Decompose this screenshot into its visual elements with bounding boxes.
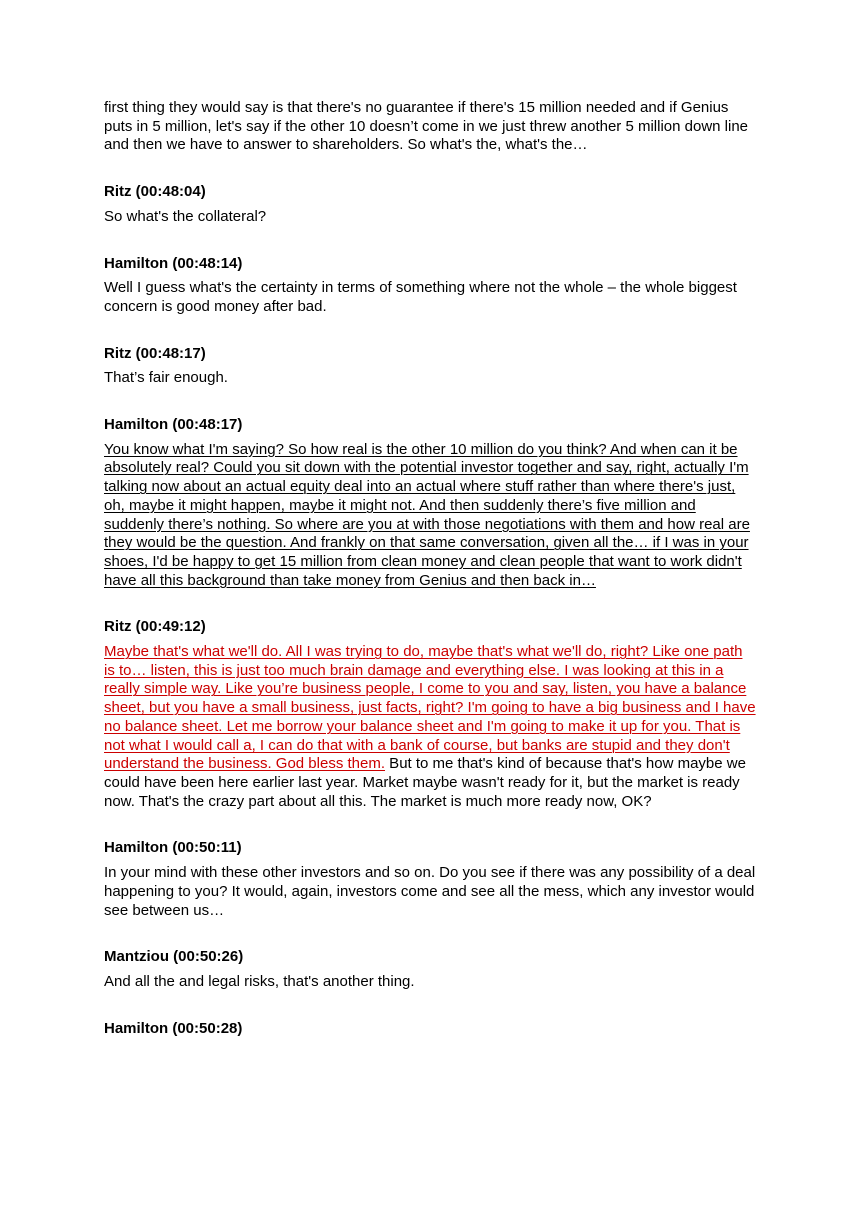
speaker-timestamp: 00:50:11	[177, 839, 237, 857]
speaker-heading: Mantziou (00:50:26)	[104, 948, 244, 966]
transcript-block	[104, 255, 756, 317]
speaker-name: Mantziou	[104, 948, 169, 966]
utterance-segment-plain: In your mind with these other investors and so on. Do you see if there was any possibility of a deal happening to you? It would, again, investors come and see all the mess, which any investor would see between us…	[104, 864, 756, 919]
speaker-heading: Hamilton (00:48:14)	[104, 254, 243, 272]
speaker-heading: Hamilton (00:50:11)	[104, 839, 242, 857]
speaker-timestamp: 00:48:17	[140, 344, 201, 362]
speaker-name: Hamilton	[104, 1019, 169, 1037]
speaker-name: Hamilton	[104, 416, 169, 434]
utterance-paragraph	[104, 208, 756, 227]
transcript-block	[104, 948, 756, 991]
speaker-timestamp: 00:50:26	[178, 948, 239, 966]
transcript-block	[104, 345, 756, 388]
utterance-segment-underline: You know what I'm saying? So how real is the other 10 million do you think? And when can it be absolutely real? Could you sit down with the potential investor together and say, right, actually I'm talking now about an actual equity deal into an actual where stuff rather than where there's just, oh, maybe it might happen, maybe it might not. And then suddenly there’s five million and suddenly there’s nothing. So where are you at with those negotiations with them and how real are they would be the question. And frankly on that same conversation, given all the… if I was in your shoes, I'd be happy to get 15 million from clean money and clean people that want to work didn't have all this background than take money from Genius and then back in…	[104, 440, 750, 589]
speaker-timestamp: 00:48:14	[177, 254, 238, 272]
speaker-heading: Ritz (00:49:12)	[104, 618, 206, 636]
transcript-block	[104, 839, 756, 920]
utterance-segment-plain: Well I guess what's the certainty in terms of something where not the whole – the whole biggest concern is good money after bad.	[104, 279, 737, 315]
utterance-paragraph	[104, 279, 756, 316]
utterance-paragraph	[104, 864, 756, 920]
transcript-block	[104, 1020, 756, 1039]
utterance-segment-plain: And all the and legal risks, that's another thing.	[104, 972, 415, 990]
utterance-paragraph	[104, 973, 756, 992]
utterance-segment-plain: But to me that's kind of because that's how maybe we could have been here earlier last year. Market maybe wasn't ready for it, but the market is ready now. That's the crazy part about all this. The market is much more ready now, OK?	[104, 755, 746, 810]
utterance-segment-plain: So what's the collateral?	[104, 207, 267, 225]
speaker-name: Hamilton	[104, 254, 169, 272]
speaker-timestamp: 00:48:04	[140, 183, 201, 201]
speaker-timestamp: 00:50:28	[177, 1019, 238, 1037]
speaker-name: Ritz	[104, 618, 132, 636]
speaker-timestamp: 00:49:12	[140, 618, 201, 636]
utterance-paragraph	[104, 643, 756, 811]
transcript-block	[104, 183, 756, 226]
speaker-timestamp: 00:48:17	[177, 416, 238, 434]
utterance-segment-plain: That’s fair enough.	[104, 369, 228, 387]
utterance-paragraph	[104, 369, 756, 388]
transcript-block	[104, 618, 756, 811]
speaker-heading: Hamilton (00:48:17)	[104, 416, 243, 434]
utterance-paragraph	[104, 99, 756, 155]
speaker-name: Ritz	[104, 183, 132, 201]
speaker-heading: Hamilton (00:50:28)	[104, 1019, 243, 1037]
speaker-name: Ritz	[104, 344, 132, 362]
utterance-segment-plain: first thing they would say is that there's no guarantee if there's 15 million needed and if Genius puts in 5 million, let's say if the other 10 doesn’t come in we just threw another 5 million down line and then we have to answer to shareholders. So what's the, what's the…	[104, 99, 749, 154]
utterance-segment-red-underline: Maybe that's what we'll do. All I was trying to do, maybe that's what we'll do, right? Like one path is to… listen, this is just too much brain damage and everything else. I was looking at this in a really simple way. Like you’re business people, I come to you and say, listen, you have a balance sheet, but you have a small business, just facts, right? I'm going to have a big business and I have no balance sheet. Let me borrow your balance sheet and I'm going to make it up for you. That is not what I would call a, I can do that with a bank of course, but banks are stupid and they don't understand the business. God bless them.	[104, 643, 756, 773]
transcript-block	[104, 99, 756, 155]
speaker-heading: Ritz (00:48:04)	[104, 183, 206, 201]
speaker-name: Hamilton	[104, 839, 169, 857]
transcript-block	[104, 416, 756, 590]
speaker-heading: Ritz (00:48:17)	[104, 344, 206, 362]
utterance-paragraph	[104, 441, 756, 591]
